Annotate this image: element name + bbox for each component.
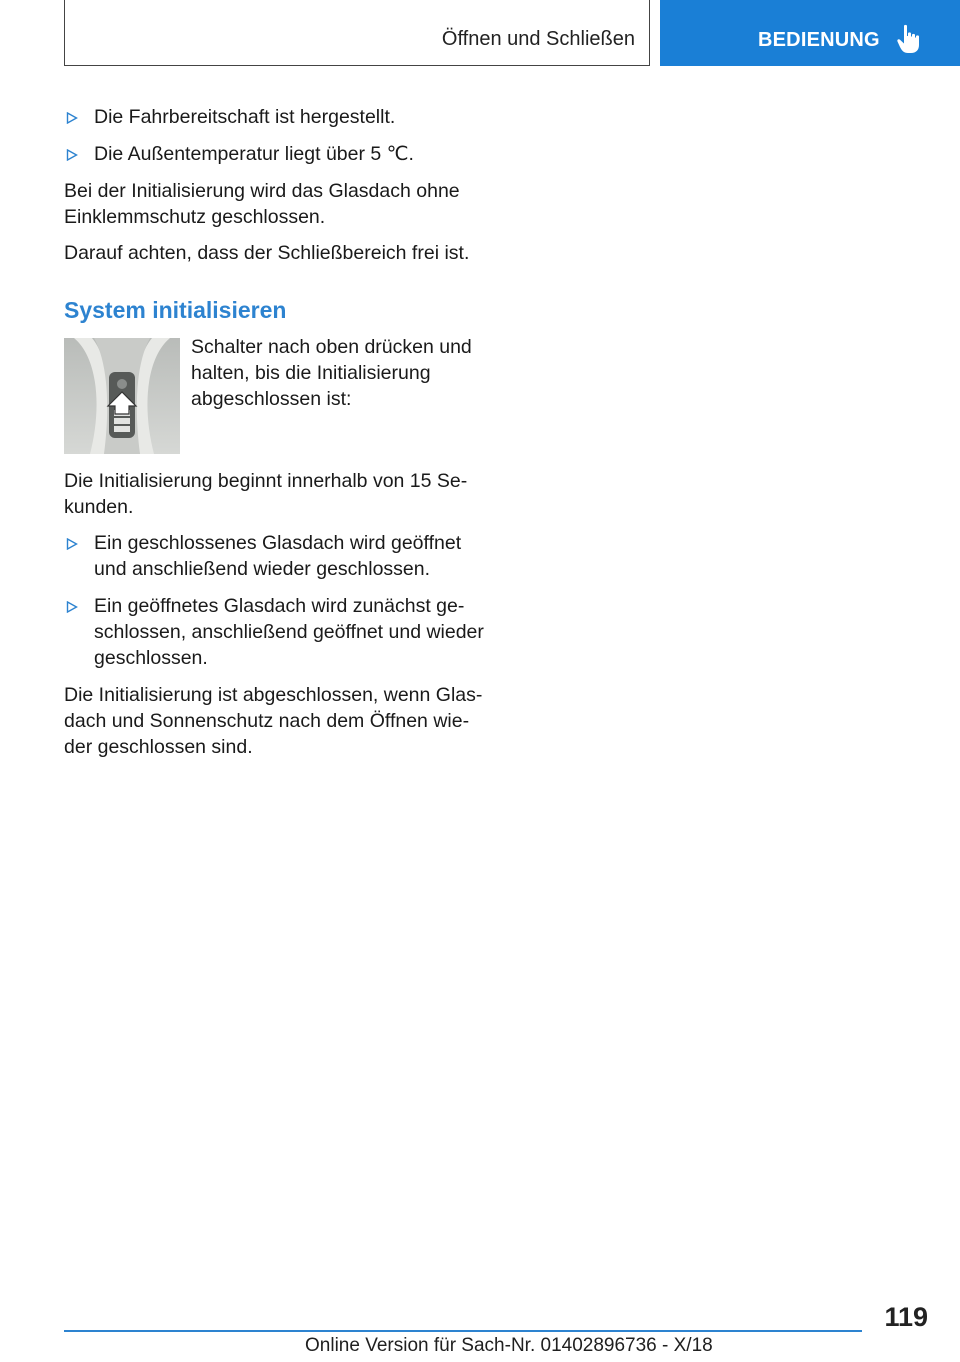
footer-divider: [64, 1330, 862, 1332]
triangle-bullet-icon: [66, 601, 78, 613]
list-item-text: Die Fahrbereitschaft ist hergestellt.: [94, 106, 396, 128]
triangle-bullet-icon: [66, 149, 78, 161]
figure-caption: Schalter nach oben drücken und halten, bis die Initialisierung abgeschlossen ist:: [191, 336, 472, 410]
section-heading: System initialisieren: [64, 297, 287, 323]
page-number: 119: [884, 1302, 928, 1332]
list-item: [64, 141, 484, 167]
triangle-bullet-icon: [66, 112, 78, 124]
list-item: [64, 104, 484, 130]
triangle-bullet-icon: [66, 538, 78, 550]
figure-row: [64, 334, 484, 454]
paragraph: Die Initialisierung ist abgeschlossen, wenn Glasdach und Sonnenschutz nach dem Öffnen wieder geschlossen sind.: [64, 684, 483, 758]
section-tab-label: BEDIENUNG: [758, 29, 880, 51]
section-tab[interactable]: [660, 0, 960, 66]
paragraph: Bei der Initialisierung wird das Glasdach ohne Einklemmschutz geschlossen.: [64, 180, 460, 228]
roof-switch-illustration: [64, 338, 180, 454]
list-item: [64, 530, 484, 582]
chapter-title: Öffnen und Schließen: [441, 28, 635, 50]
online-version-note: Online Version für Sach-Nr. 01402896736 - X/18: [305, 1335, 713, 1356]
list-item-text: Ein geschlossenes Glasdach wird geöffnet und anschließend wieder geschlossen.: [94, 532, 462, 580]
header-chapter-box: [64, 0, 650, 66]
paragraph: Die Initialisierung beginnt innerhalb von 15 Sekunden.: [64, 470, 468, 518]
list-item: [64, 593, 484, 671]
paragraph: Darauf achten, dass der Schließbereich frei ist.: [64, 242, 470, 264]
list-item-text: Die Außentemperatur liegt über 5 ℃.: [94, 143, 414, 165]
list-item-text: Ein geöffnetes Glasdach wird zunächst geschlossen, anschließend geöffnet und wieder geschlossen.: [94, 595, 484, 669]
main-content: [64, 104, 484, 770]
hand-pointer-icon: [896, 24, 922, 54]
